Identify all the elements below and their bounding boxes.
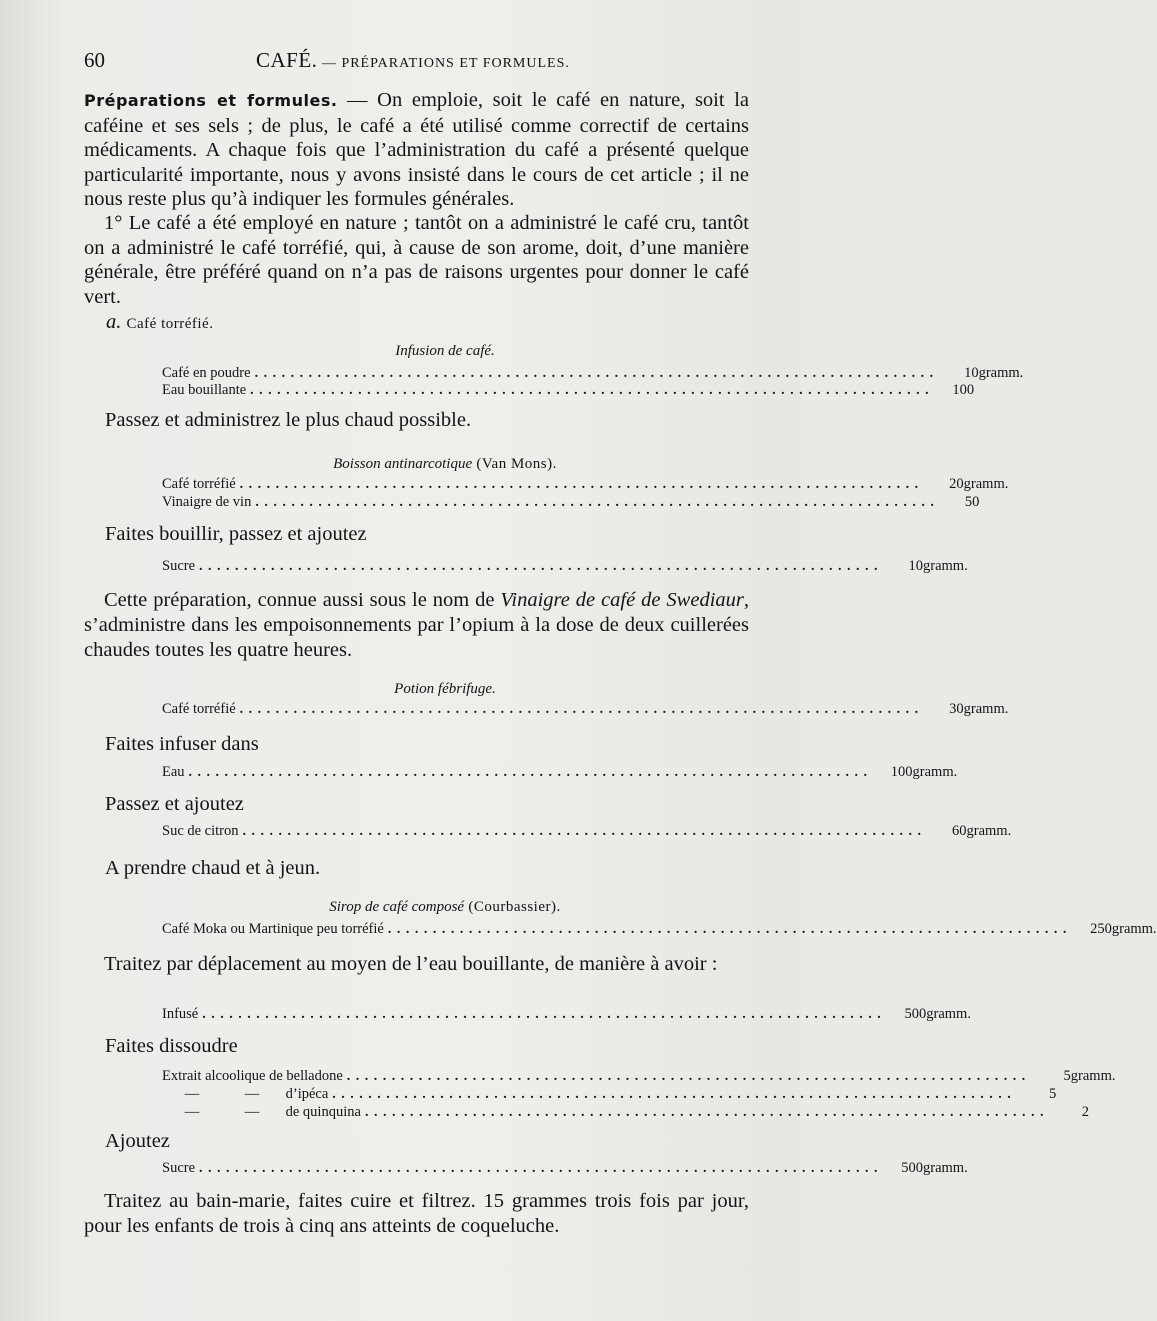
leader-dots: ............................................................................ — [188, 765, 873, 780]
ingredient-unit: gramm. — [923, 1160, 968, 1176]
running-title — [256, 48, 570, 73]
ingredient-name: Eau bouillante — [162, 382, 247, 398]
ingredient-name — [162, 1104, 361, 1121]
ingredient-unit: gramm. — [978, 365, 1024, 381]
running-title-main: CAFÉ. — [256, 48, 318, 72]
leader-dots: ............................................................................ — [346, 1069, 1031, 1084]
ingredient-unit: gramm. — [966, 823, 1012, 839]
ingredient-name: Café torréfié — [162, 476, 236, 492]
ingredient-qty: 50 — [964, 494, 980, 510]
ingredient-row — [162, 558, 968, 578]
ingredient-qty: 30 — [949, 701, 964, 717]
leader-dots: ............................................................................ — [199, 1161, 884, 1176]
ingredient-name-text: d’ipéca — [285, 1086, 329, 1102]
ingredient-name-text: de quinquina — [285, 1104, 361, 1120]
section-a-letter: a. — [106, 311, 122, 333]
section-a-title: Café torréfié. — [126, 316, 214, 332]
ingredient-row — [162, 1104, 1089, 1124]
ingredient-qty: 100 — [890, 764, 913, 780]
ingredient-unit: gramm. — [926, 1006, 971, 1022]
instruction: Faites dissoudre — [105, 1035, 238, 1057]
note-text: Cette préparation, connue aussi sous le nom de — [104, 589, 501, 611]
ingredient-qty: 20 — [949, 476, 964, 492]
leader-dots: ............................................................................ — [387, 922, 1072, 937]
ingredient-name: Café Moka ou Martinique peu torréfié — [162, 921, 384, 937]
ditto-mark: — — [184, 1086, 200, 1102]
ingredient-row — [162, 764, 958, 784]
leader-dots: ............................................................................ — [332, 1087, 1017, 1102]
section-heading: Préparations et formules. — [84, 91, 338, 110]
ingredient-qty: 60 — [952, 823, 967, 839]
ingredient-unit: gramm. — [1070, 1068, 1116, 1084]
instruction: Traitez par déplacement au moyen de l’eau bouillante, de manière à avoir : — [104, 953, 718, 975]
ingredient-unit: gramm. — [1111, 921, 1157, 937]
ingredient-row — [162, 1068, 1116, 1088]
ingredient-name — [162, 1086, 328, 1103]
recipe-author: (Courbassier). — [464, 899, 561, 915]
ingredient-row — [162, 382, 975, 402]
ingredient-row — [162, 1086, 1057, 1106]
ditto-mark: — — [184, 1104, 200, 1120]
leader-dots: ............................................................................ — [239, 477, 924, 492]
ingredient-row — [162, 701, 1009, 721]
recipe-title-infusion: Infusion de café. — [395, 343, 495, 359]
leader-dots: ............................................................................ — [254, 366, 939, 381]
ingredient-name: Café en poudre — [162, 365, 251, 381]
note-text: , s’administre dans les empoisonnements par l’opium à la dose de deux cuillerées chaudes toutes les quatre heures. — [84, 589, 749, 661]
instruction: Passez et ajoutez — [105, 793, 244, 815]
ingredient-name: Sucre — [162, 558, 196, 574]
ingredient-qty: 5 — [1049, 1086, 1057, 1102]
leader-dots: ............................................................................ — [255, 495, 940, 510]
leader-dots: ............................................................................ — [242, 824, 927, 839]
ingredient-name: Infusé — [162, 1006, 199, 1022]
leader-dots: ............................................................................ — [202, 1007, 887, 1022]
ingredient-row — [162, 1160, 968, 1180]
recipe-name: Boisson antinarcotique — [333, 456, 473, 472]
ingredient-row — [162, 476, 1009, 496]
recipe-author: (Van Mons). — [472, 456, 557, 472]
intro-text: — On emploie, soit le café en nature, soit la caféine et ses sels ; de plus, le café a été utilisé comme correctif de certains médicaments. A chaque fois que l’administration du café a présenté quelque particularité importante, nous y avons insisté dans le cours de cet article ; il ne nous reste plus qu’à indiquer les formules générales. — [84, 89, 749, 211]
ingredient-qty: 100 — [952, 382, 975, 398]
instruction: A prendre chaud et à jeun. — [105, 857, 321, 879]
ingredient-name: Eau — [162, 764, 185, 780]
leader-dots: ............................................................................ — [199, 559, 884, 574]
instruction: Faites infuser dans — [105, 733, 259, 755]
ingredient-unit: gramm. — [923, 558, 968, 574]
point-1-paragraph: 1° Le café a été employé en nature ; tantôt on a administré le café cru, tantôt on a administré le café torréfié, qui, à cause de son arome, doit, d’une manière générale, être préféré quand on n’a pas de raisons urgentes pour donner le café vert. — [84, 212, 749, 308]
ingredient-qty: 250 — [1090, 921, 1112, 937]
page-number: 60 — [84, 48, 105, 72]
leader-dots: ............................................................................ — [239, 702, 924, 717]
page-header — [84, 48, 744, 72]
ingredient-row — [162, 823, 1012, 843]
section-a-heading — [106, 310, 771, 337]
ingredient-name: Suc de citron — [162, 823, 239, 839]
ingredient-row — [162, 921, 1157, 941]
ingredient-qty: 500 — [901, 1160, 924, 1176]
ingredient-unit: gramm. — [963, 476, 1009, 492]
ditto-mark: — — [244, 1104, 260, 1120]
instruction: Passez et administrez le plus chaud possible. — [105, 409, 472, 431]
ingredient-qty: 10 — [908, 558, 924, 574]
final-instruction: Traitez au bain-marie, faites cuire et filtrez. 15 grammes trois fois par jour, pour les enfants de trois à cinq ans atteints de coqueluche. — [84, 1190, 749, 1237]
instruction: Ajoutez — [105, 1130, 170, 1152]
instruction: Faites bouillir, passez et ajoutez — [105, 523, 367, 545]
ingredient-name: Café torréfié — [162, 701, 236, 717]
recipe-title-sirop — [160, 899, 730, 916]
ingredient-qty: 500 — [904, 1006, 927, 1022]
recipe-title-boisson — [160, 456, 730, 473]
ingredient-qty: 5 — [1063, 1068, 1071, 1084]
ingredient-unit: gramm. — [963, 701, 1009, 717]
recipe-note — [84, 588, 749, 663]
intro-paragraph — [84, 88, 749, 212]
ingredient-name: Vinaigre de vin — [162, 494, 252, 510]
note-italic: Vinaigre de café de Swediaur — [500, 589, 744, 611]
recipe-title-potion: Potion fébrifuge. — [394, 681, 496, 697]
running-title-rest: — PRÉPARATIONS ET FORMULES. — [317, 56, 570, 71]
leader-dots: ............................................................................ — [250, 383, 935, 398]
recipe-name: Sirop de café composé — [329, 899, 465, 915]
ingredient-row — [162, 1006, 971, 1026]
ditto-mark: — — [244, 1086, 260, 1102]
ingredient-qty: 2 — [1081, 1104, 1089, 1120]
ingredient-unit: gramm. — [912, 764, 958, 780]
ingredient-qty: 10 — [964, 365, 979, 381]
ingredient-name: Sucre — [162, 1160, 196, 1176]
ingredient-name: Extrait alcoolique de belladone — [162, 1068, 343, 1084]
ingredient-row — [162, 494, 980, 514]
leader-dots: ............................................................................ — [364, 1105, 1049, 1120]
